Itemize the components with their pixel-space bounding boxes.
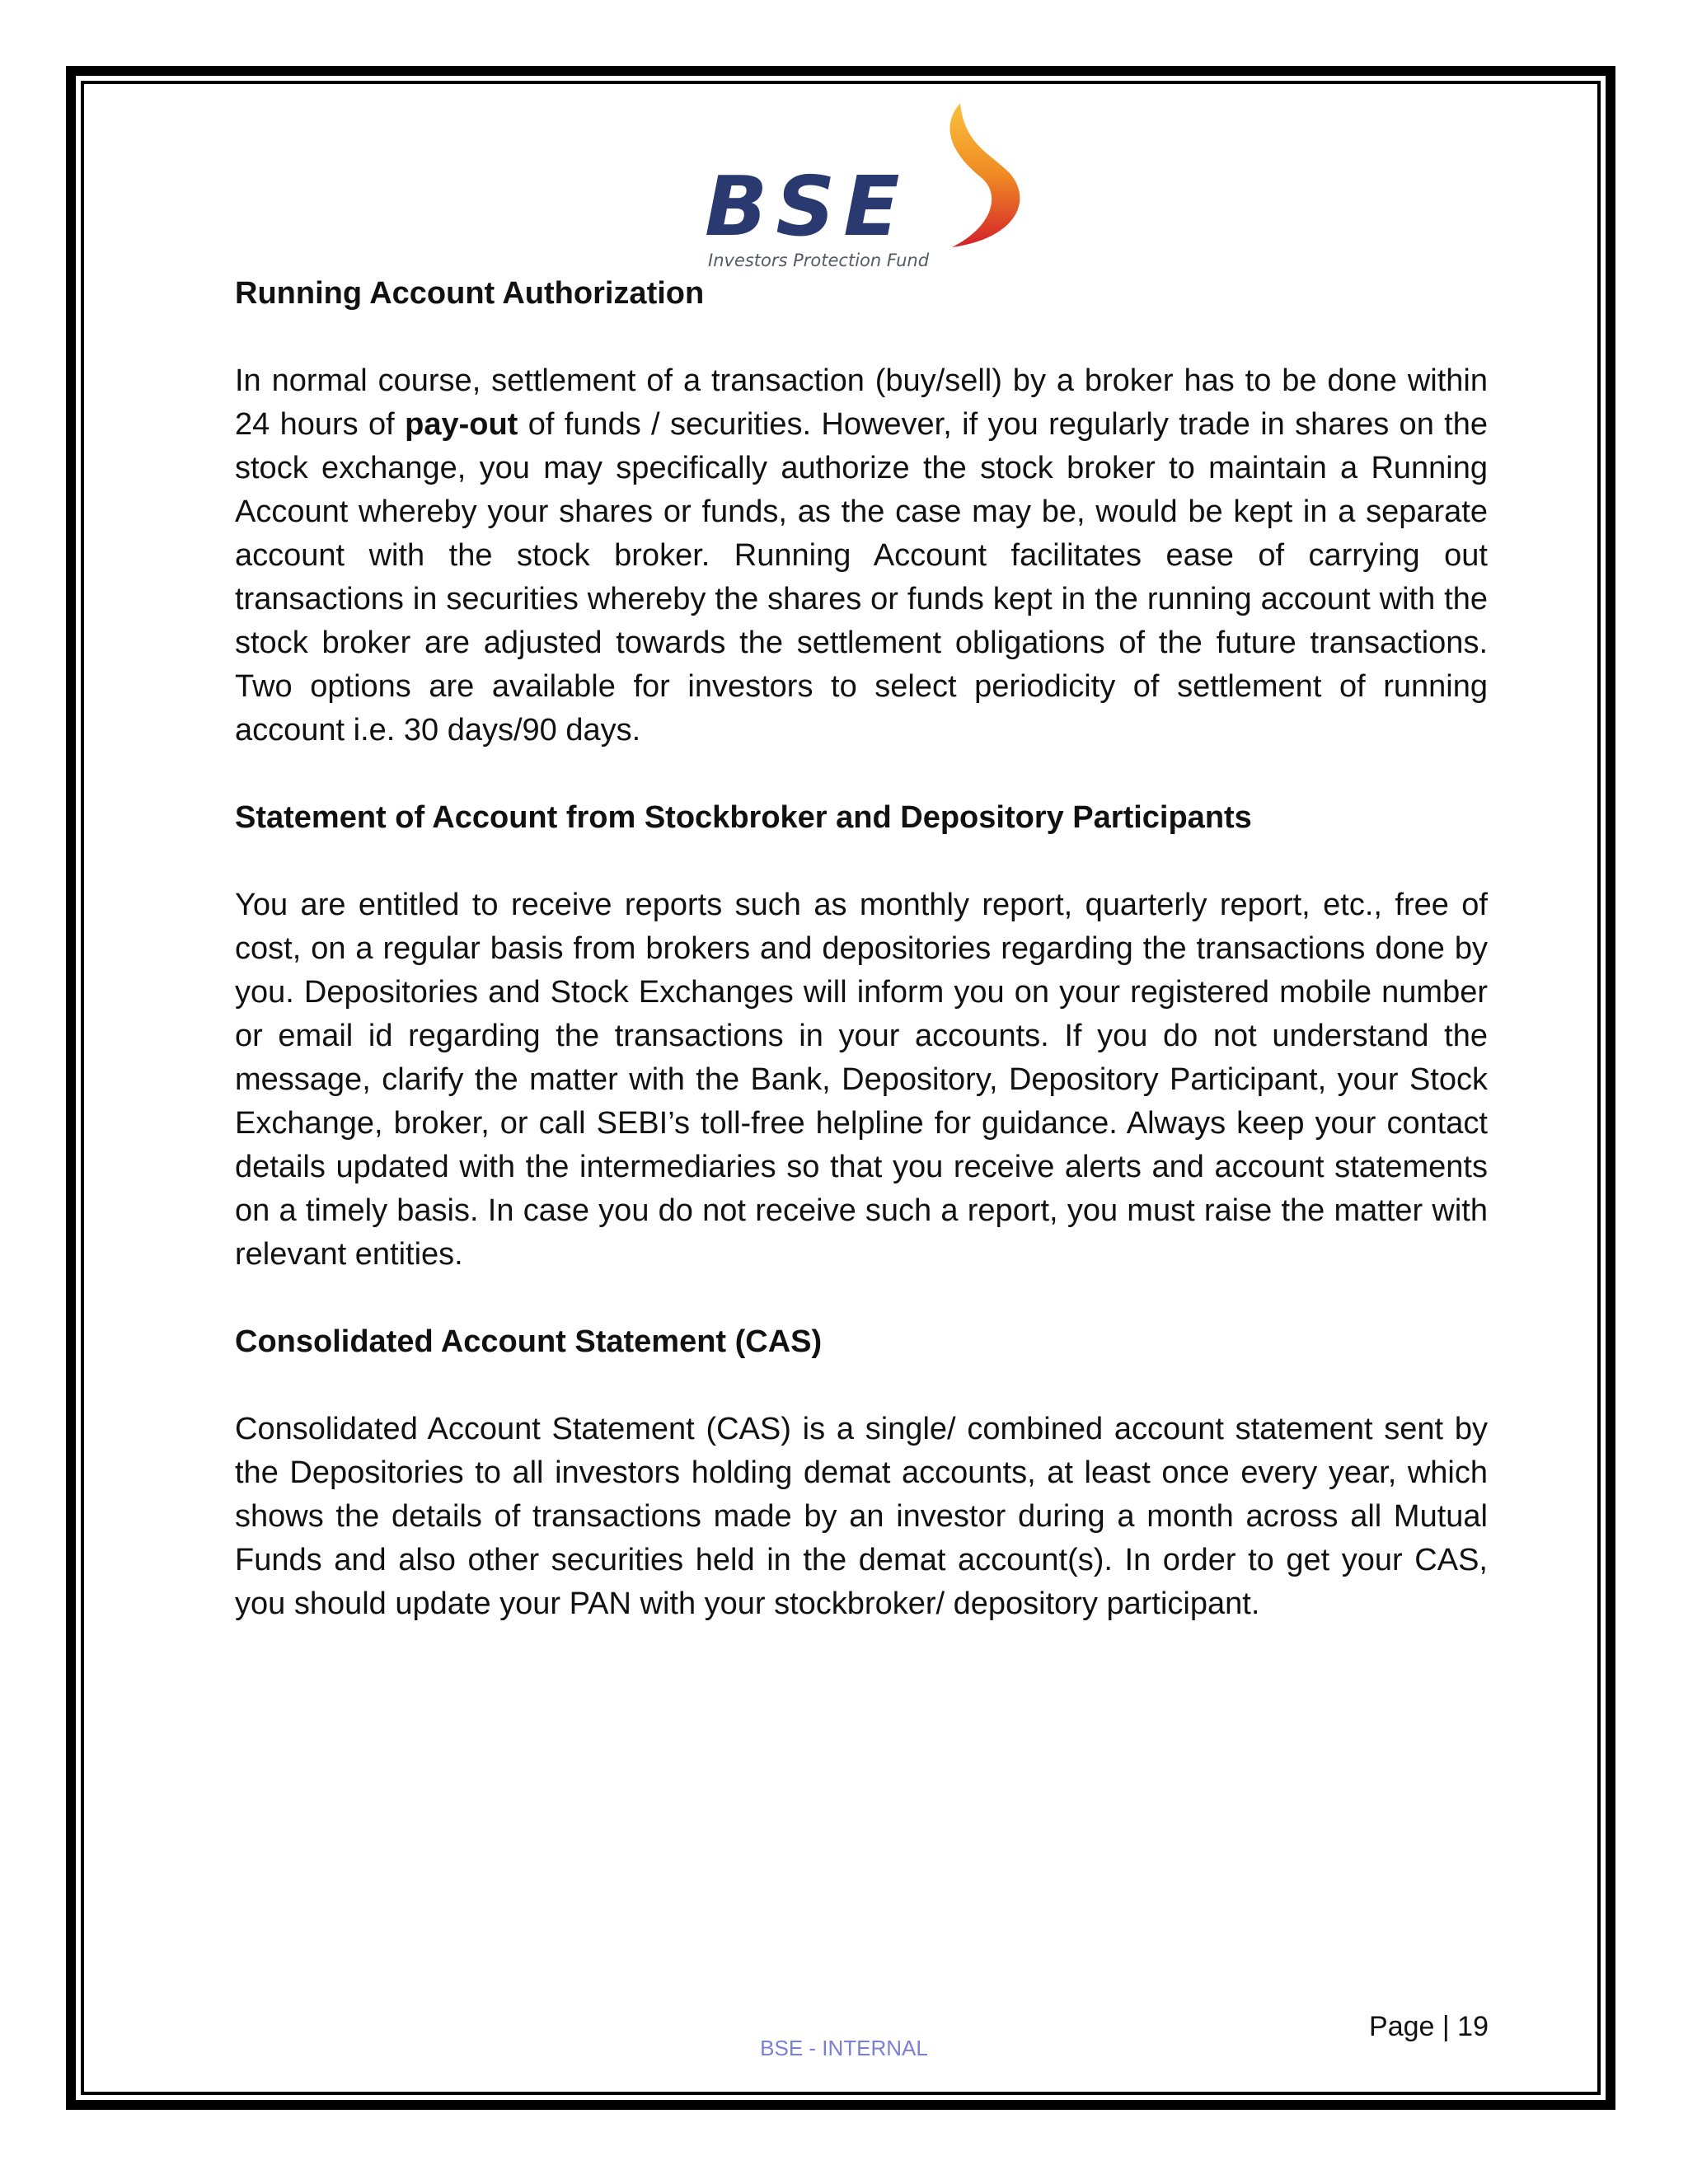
logo-tagline: Investors Protection Fund — [708, 251, 930, 270]
page-number: Page | 19 — [1369, 2011, 1489, 2042]
document-body — [235, 272, 1488, 1626]
section-paragraph-cas: Consolidated Account Statement (CAS) is a single/ combined account statement sent by the Depositories to all investors holding demat accounts, at least once every year, which shows the details of transactions made by an investor during a month across all Mutual Funds and also other securities held in the demat account(s). In order to get your CAS, you should update your PAN with your stockbroker/ depository participant. — [235, 1412, 1488, 1621]
classification-label: BSE - INTERNAL — [760, 2036, 928, 2060]
pay-out-term: pay-out — [405, 407, 518, 442]
flame-icon — [950, 103, 1020, 247]
section-heading-statement-of-account: Statement of Account from Stockbroker and Depository Participants — [235, 800, 1252, 835]
section-paragraph-running-account — [235, 359, 1488, 752]
section-heading-running-account: Running Account Authorization — [235, 276, 705, 311]
logo-wordmark: BSE — [705, 158, 908, 255]
section-heading-cas: Consolidated Account Statement (CAS) — [235, 1324, 823, 1359]
paragraph-text-before: In normal course, settlement of a transaction (buy/sell) by a broker has to be done within 24 hours of — [235, 363, 1488, 442]
paragraph-text-after: of funds / securities. However, if you regularly trade in shares on the stock exchange, you may specifically authorize the stock broker to maintain a Running Account whereby your shares or funds, as the case may be, would be kept in a separate account with the stock broker. Running Account facilitates ease of carrying out transactions in securities whereby the shares or funds kept in the running account with the stock broker are adjusted towards the settlement obligations of the future transactions. Two options are available for investors to select periodicity of settlement of running account i.e. 30 days/90 days. — [235, 407, 1489, 748]
section-paragraph-statement-of-account: You are entitled to receive reports such as monthly report, quarterly report, etc., free of cost, on a regular basis from brokers and depositories regarding the transactions done by you. Depositories and Stock Exchanges will inform you on your registered mobile number or email id regarding the transactions in your accounts. If you do not understand the message, clarify the matter with the Bank, Depository, Depository Participant, your Stock Exchange, broker, or call SEBI’s toll-free helpline for guidance. Always keep your contact details updated with the intermediaries so that you receive alerts and account statements on a timely basis. In case you do not receive such a report, you must raise the matter with relevant entities. — [235, 888, 1488, 1272]
bse-logo — [688, 95, 1034, 280]
